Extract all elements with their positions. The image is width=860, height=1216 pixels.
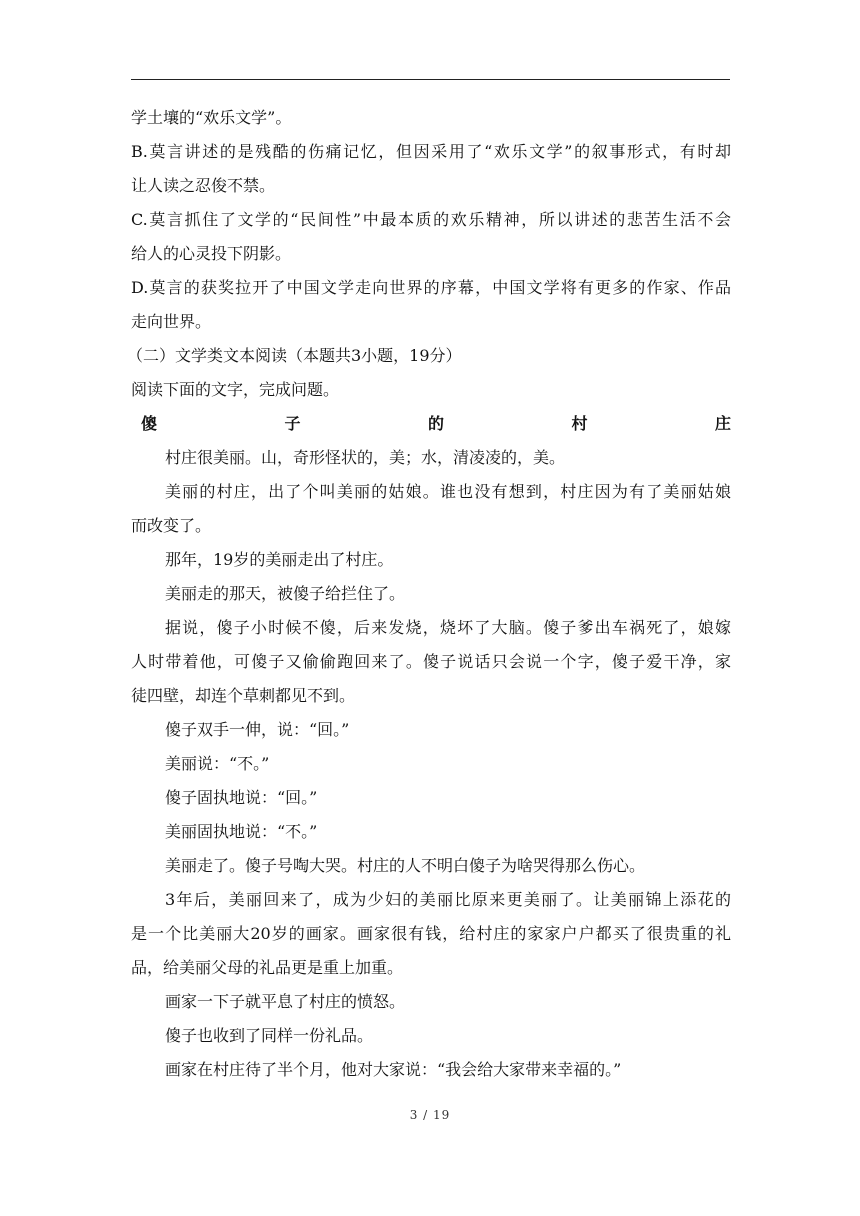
document-body — [127, 101, 731, 1087]
paragraph-line: 品，给美丽父母的礼品更是重上加重。 — [131, 958, 404, 977]
answer-option-b-tail: 让人读之忍俊不禁。 — [131, 176, 276, 195]
paragraph-line: 那年，19岁的美丽走出了村庄。 — [165, 550, 394, 569]
paragraph-line: 而改变了。 — [131, 516, 212, 535]
dialogue-line: 美丽说：“不。” — [165, 754, 270, 773]
dialogue-line: 傻子双手一伸，说：“回。” — [165, 720, 350, 739]
paragraph-line: 美丽的村庄，出了个叫美丽的姑娘。谁也没有想到，村庄因为有了美丽姑娘 — [165, 482, 731, 501]
paragraph-line: 画家在村庄待了半个月，他对大家说：“我会给大家带来幸福的。” — [165, 1060, 622, 1079]
answer-option-c: C.莫言抓住了文学的“民间性”中最本质的欢乐精神，所以讲述的悲苦生活不会 — [131, 210, 731, 229]
answer-option-d-tail: 走向世界。 — [131, 312, 212, 331]
dialogue-line: 傻子固执地说：“回。” — [165, 788, 318, 807]
story-title: 傻子的村庄 — [141, 414, 731, 433]
answer-option-c-tail: 给人的心灵投下阴影。 — [131, 244, 292, 263]
answer-option-b: B.莫言讲述的是残酷的伤痛记忆，但因采用了“欢乐文学”的叙事形式，有时却 — [131, 142, 731, 161]
answer-option-d: D.莫言的获奖拉开了中国文学走向世界的序幕，中国文学将有更多的作家、作品 — [131, 278, 731, 297]
paragraph-line: 画家一下子就平息了村庄的愤怒。 — [165, 992, 406, 1011]
paragraph-line: 美丽走了。傻子号啕大哭。村庄的人不明白傻子为啥哭得那么伤心。 — [165, 856, 646, 875]
paragraph-line: 3年后，美丽回来了，成为少妇的美丽比原来更美丽了。让美丽锦上添花的 — [165, 890, 731, 909]
paragraph-line: 村庄很美丽。山，奇形怪状的，美；水，清凌凌的，美。 — [165, 448, 566, 467]
section-heading: （二）文学类文本阅读（本题共3小题，19分） — [127, 346, 462, 365]
page-number: 3 / 19 — [409, 1108, 451, 1122]
paragraph-line: 傻子也收到了同样一份礼品。 — [165, 1026, 374, 1045]
paragraph-line: 人时带着他，可傻子又偷偷跑回来了。傻子说话只会说一个字，傻子爱干净，家 — [131, 652, 731, 671]
reading-instruction: 阅读下面的文字，完成问题。 — [131, 380, 340, 399]
answer-option-a-tail: 学土壤的“欢乐文学”。 — [131, 108, 292, 127]
header-rule — [131, 79, 730, 80]
paragraph-line: 是一个比美丽大20岁的画家。画家很有钱，给村庄的家家户户都买了很贵重的礼 — [131, 924, 731, 943]
paragraph-line: 据说，傻子小时候不傻，后来发烧，烧坏了大脑。傻子爹出车祸死了，娘嫁 — [165, 618, 731, 637]
paragraph-line: 美丽走的那天，被傻子给拦住了。 — [165, 584, 406, 603]
paragraph-line: 徒四壁，却连个草刺都见不到。 — [131, 686, 356, 705]
dialogue-line: 美丽固执地说：“不。” — [165, 822, 318, 841]
